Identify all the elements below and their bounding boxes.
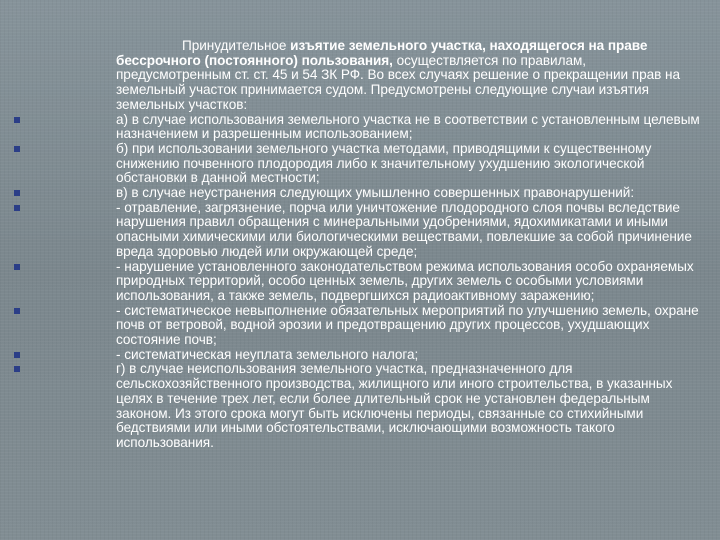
list-item xyxy=(20,186,708,201)
list-item xyxy=(20,113,708,142)
square-bullet-icon xyxy=(14,146,20,152)
square-bullet-icon xyxy=(14,366,20,372)
list-item-text: б) при использовании земельного участка методами, приводящими к существенному снижению почвенного плодородия либо к значительному ухудшению экологической обстановки в данной местности; xyxy=(116,140,652,186)
intro-bold-phrase: изъятие земельного участка, находящегося на праве бессрочного (постоянного) пользования, xyxy=(116,38,648,68)
list-item xyxy=(20,201,708,260)
square-bullet-icon xyxy=(14,190,20,196)
square-bullet-icon xyxy=(14,308,20,314)
list-item-text: в) в случае неустранения следующих умышленно совершенных правонарушений: xyxy=(116,185,635,201)
intro-rest: осуществляется по правилам, предусмотренным ст. ст. 45 и 54 ЗК РФ. Во всех случаях решение о прекращении прав на земельный участок принимается судом. Предусмотрены следующие случаи изъятия земельных участков: xyxy=(116,52,680,112)
square-bullet-icon xyxy=(14,352,20,358)
list-item xyxy=(20,304,708,348)
list-item xyxy=(20,348,708,363)
list-item-text: - систематическое невыполнение обязательных мероприятий по улучшению земель, охране почв от ветровой, водной эрозии и предотвращению других процессов, ухудшающих состояние почв; xyxy=(116,302,699,348)
square-bullet-icon xyxy=(14,205,20,211)
list-item xyxy=(20,142,708,186)
list-item-text: - нарушение установленного законодательством режима использования особо охраняемых природных территорий, особо ценных земель, других земель с особыми условиями использования, а также земель, подвергшихся радиоактивному заражению; xyxy=(116,258,694,303)
slide-body xyxy=(20,39,708,451)
square-bullet-icon xyxy=(14,264,20,270)
square-bullet-icon xyxy=(14,117,20,123)
list-item-text: г) в случае неиспользования земельного участка, предназначенного для сельскохозяйственного производства, жилищного или иного строительства, в указанных целях в течение трех лет, если более длительный срок не установлен федеральным законом. Из этого срока могут быть исключены периоды, связанные со стихийными бедствиями или иными обстоятельствами, исключающими возможность такого использования. xyxy=(116,361,673,450)
intro-paragraph xyxy=(20,39,708,113)
cases-list xyxy=(20,113,708,451)
list-item xyxy=(20,260,708,304)
list-item xyxy=(20,362,708,450)
list-item-text: а) в случае использования земельного участка не в соответствии с установленным целевым назначением и разрешенным использованием; xyxy=(116,111,700,142)
intro-text xyxy=(20,39,702,113)
list-item-text: - отравление, загрязнение, порча или уничтожение плодородного слоя почвы вследствие нарушения правил обращения с минеральными удобрениями, ядохимикатами и иными опасными химическими или биологическими веществами, повлекшие за собой причинение вреда здоровью людей или окружающей среде; xyxy=(116,199,692,259)
list-item-text: - систематическая неуплата земельного налога; xyxy=(116,346,419,362)
intro-lead: Принудительное xyxy=(182,38,291,53)
